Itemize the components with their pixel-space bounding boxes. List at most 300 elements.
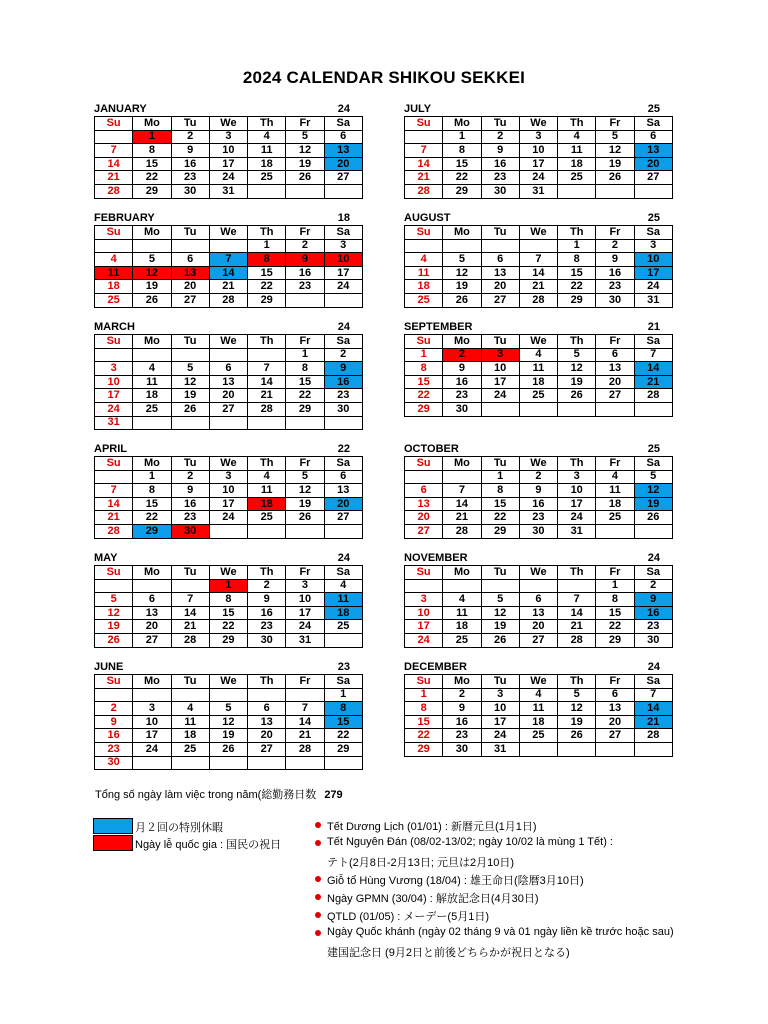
day-cell: 4 (558, 130, 596, 144)
weekday-label: Mo (133, 335, 171, 349)
holiday-note (315, 890, 675, 908)
day-cell: 16 (481, 157, 519, 171)
weekday-label: Mo (443, 226, 481, 240)
day-cell: 17 (481, 715, 519, 729)
day-cell (248, 184, 286, 198)
day-cell: 28 (248, 402, 286, 416)
weekday-label: Th (558, 675, 596, 689)
month-table (94, 456, 363, 539)
special-leave-day-cell: 9 (634, 593, 672, 607)
holiday-note-text: QTLD (01/05) : メーデー(5月1日) (327, 911, 489, 923)
weekday-label: Su (405, 226, 443, 240)
weekday-label: Fr (596, 457, 634, 471)
day-cell: 18 (95, 280, 133, 294)
day-cell: 13 (324, 484, 362, 498)
special-leave-day-cell: 21 (634, 715, 672, 729)
month-february (94, 211, 362, 308)
week-row (95, 579, 363, 593)
weekday-label: Th (558, 566, 596, 580)
weekday-label: Mo (443, 117, 481, 131)
day-cell: 12 (95, 606, 133, 620)
weekday-label: Mo (133, 675, 171, 689)
day-cell: 20 (405, 511, 443, 525)
weekday-label: Fr (286, 335, 324, 349)
week-row (405, 402, 673, 416)
holiday-day-cell: 10 (324, 253, 362, 267)
day-cell: 14 (95, 497, 133, 511)
day-cell: 10 (519, 144, 557, 158)
weekday-label: Su (95, 457, 133, 471)
month-table (404, 674, 673, 757)
month-name: JUNE (94, 661, 124, 673)
weekday-label: Sa (634, 566, 672, 580)
day-cell: 5 (596, 130, 634, 144)
week-row (405, 184, 673, 198)
holiday-note (315, 908, 675, 926)
day-cell: 24 (558, 511, 596, 525)
day-cell (596, 402, 634, 416)
week-row (95, 171, 363, 185)
day-cell (209, 756, 247, 770)
day-cell: 10 (481, 702, 519, 716)
day-cell (133, 579, 171, 593)
day-cell: 2 (324, 348, 362, 362)
weekday-label: We (209, 675, 247, 689)
day-cell: 16 (596, 266, 634, 280)
week-row (405, 280, 673, 294)
week-row (95, 742, 363, 756)
day-cell: 23 (481, 171, 519, 185)
day-cell: 3 (209, 130, 247, 144)
week-row (95, 157, 363, 171)
week-row (405, 633, 673, 647)
day-cell: 29 (443, 184, 481, 198)
day-cell (286, 416, 324, 430)
day-cell: 2 (286, 239, 324, 253)
day-cell (634, 524, 672, 538)
weekday-header-row (405, 335, 673, 349)
day-cell: 3 (634, 239, 672, 253)
weekday-label: Tu (171, 335, 209, 349)
day-cell: 15 (558, 266, 596, 280)
day-cell: 28 (209, 293, 247, 307)
day-cell (248, 756, 286, 770)
weekday-label: Th (558, 335, 596, 349)
day-cell: 23 (596, 280, 634, 294)
weekday-label: We (209, 566, 247, 580)
day-cell (596, 742, 634, 756)
day-cell: 31 (634, 293, 672, 307)
month-name: NOVEMBER (404, 552, 468, 564)
week-row (95, 715, 363, 729)
day-cell: 26 (95, 633, 133, 647)
day-cell: 25 (248, 171, 286, 185)
day-cell: 23 (324, 389, 362, 403)
day-cell: 12 (481, 606, 519, 620)
month-table (404, 116, 673, 199)
weekday-label: Fr (596, 566, 634, 580)
day-cell: 27 (596, 389, 634, 403)
day-cell: 10 (558, 484, 596, 498)
month-name: APRIL (94, 443, 127, 455)
holiday-note (315, 836, 675, 854)
day-cell (634, 742, 672, 756)
week-row (95, 606, 363, 620)
day-cell: 27 (519, 633, 557, 647)
day-cell: 3 (133, 702, 171, 716)
day-cell (558, 184, 596, 198)
day-cell: 24 (481, 389, 519, 403)
weekday-label: Fr (596, 675, 634, 689)
day-cell: 27 (133, 633, 171, 647)
day-cell: 5 (95, 593, 133, 607)
weekday-label: Su (405, 117, 443, 131)
day-cell (248, 524, 286, 538)
day-cell: 10 (209, 484, 247, 498)
month-header (94, 211, 362, 225)
day-cell: 21 (286, 729, 324, 743)
day-cell: 11 (596, 484, 634, 498)
day-cell: 20 (171, 280, 209, 294)
day-cell (286, 688, 324, 702)
day-cell (558, 742, 596, 756)
day-cell (248, 348, 286, 362)
day-cell (171, 579, 209, 593)
weekday-label: Fr (286, 117, 324, 131)
weekday-label: Mo (133, 226, 171, 240)
day-cell: 2 (519, 470, 557, 484)
day-cell: 7 (519, 253, 557, 267)
day-cell: 22 (248, 280, 286, 294)
month-june (94, 660, 362, 770)
day-cell: 2 (95, 702, 133, 716)
day-cell (405, 470, 443, 484)
week-row (95, 389, 363, 403)
day-cell: 22 (133, 511, 171, 525)
day-cell: 3 (558, 470, 596, 484)
day-cell: 25 (519, 729, 557, 743)
day-cell: 13 (248, 715, 286, 729)
weekday-label: We (209, 457, 247, 471)
day-cell: 31 (95, 416, 133, 430)
weekday-label: Fr (596, 335, 634, 349)
day-cell: 13 (209, 375, 247, 389)
day-cell: 17 (558, 497, 596, 511)
day-cell: 10 (95, 375, 133, 389)
day-cell: 1 (324, 688, 362, 702)
holiday-day-cell: 1 (209, 579, 247, 593)
month-table (404, 456, 673, 539)
day-cell: 25 (558, 171, 596, 185)
day-cell: 15 (286, 375, 324, 389)
day-cell: 21 (405, 171, 443, 185)
day-cell: 1 (133, 470, 171, 484)
day-cell (286, 293, 324, 307)
day-cell: 4 (248, 130, 286, 144)
day-cell: 9 (443, 702, 481, 716)
day-cell: 31 (209, 184, 247, 198)
day-cell: 6 (519, 593, 557, 607)
day-cell: 9 (443, 362, 481, 376)
day-cell: 2 (481, 130, 519, 144)
weekday-label: Tu (481, 566, 519, 580)
special-leave-day-cell: 7 (209, 253, 247, 267)
day-cell: 5 (286, 130, 324, 144)
day-cell (209, 416, 247, 430)
day-cell: 30 (443, 742, 481, 756)
weekday-label: Sa (324, 335, 362, 349)
day-cell: 16 (248, 606, 286, 620)
holiday-day-cell: 18 (248, 497, 286, 511)
weekday-label: Fr (596, 226, 634, 240)
holiday-day-cell: 9 (286, 253, 324, 267)
weekday-header-row (95, 457, 363, 471)
day-cell: 22 (209, 620, 247, 634)
month-august (404, 211, 672, 308)
day-cell: 2 (634, 579, 672, 593)
day-cell: 12 (171, 375, 209, 389)
day-cell: 29 (558, 293, 596, 307)
weekday-label: Su (95, 335, 133, 349)
day-cell: 25 (248, 511, 286, 525)
day-cell: 19 (171, 389, 209, 403)
day-cell: 22 (443, 171, 481, 185)
month-workday-count: 22 (337, 443, 350, 455)
weekday-label: We (519, 117, 557, 131)
weekday-label: Su (405, 457, 443, 471)
day-cell (209, 348, 247, 362)
day-cell: 29 (248, 293, 286, 307)
day-cell: 13 (481, 266, 519, 280)
day-cell: 10 (286, 593, 324, 607)
special-leave-day-cell: 21 (634, 375, 672, 389)
weekday-label: Sa (324, 226, 362, 240)
day-cell: 27 (405, 524, 443, 538)
day-cell: 9 (171, 144, 209, 158)
day-cell (596, 184, 634, 198)
weekday-label: Fr (286, 566, 324, 580)
weekday-label: Fr (286, 226, 324, 240)
day-cell: 28 (286, 742, 324, 756)
day-cell: 7 (558, 593, 596, 607)
holiday-note (315, 926, 675, 944)
weekday-label: We (519, 457, 557, 471)
special-leave-day-cell: 12 (634, 484, 672, 498)
holiday-note (315, 818, 675, 836)
day-cell: 1 (558, 239, 596, 253)
day-cell: 4 (324, 579, 362, 593)
day-cell: 18 (171, 729, 209, 743)
special-leave-day-cell: 20 (324, 157, 362, 171)
week-row (405, 266, 673, 280)
day-cell: 12 (286, 484, 324, 498)
day-cell: 8 (443, 144, 481, 158)
holiday-day-cell: 11 (95, 266, 133, 280)
month-name: MAY (94, 552, 118, 564)
day-cell: 7 (248, 362, 286, 376)
day-cell: 25 (519, 389, 557, 403)
day-cell (481, 239, 519, 253)
day-cell: 26 (558, 389, 596, 403)
week-row (405, 688, 673, 702)
week-row (95, 348, 363, 362)
day-cell (133, 688, 171, 702)
month-header (404, 660, 672, 674)
day-cell: 29 (405, 402, 443, 416)
day-cell: 21 (443, 511, 481, 525)
day-cell: 14 (519, 266, 557, 280)
day-cell: 19 (286, 157, 324, 171)
bullet-icon (315, 822, 321, 828)
day-cell (95, 130, 133, 144)
weekday-header-row (405, 226, 673, 240)
month-name: SEPTEMBER (404, 321, 473, 333)
day-cell: 30 (481, 184, 519, 198)
day-cell: 3 (324, 239, 362, 253)
day-cell: 28 (95, 184, 133, 198)
weekday-label: Su (405, 566, 443, 580)
day-cell: 30 (324, 402, 362, 416)
day-cell (286, 184, 324, 198)
weekday-label: Mo (133, 566, 171, 580)
day-cell: 22 (286, 389, 324, 403)
week-row (95, 524, 363, 538)
special-leave-day-cell: 8 (324, 702, 362, 716)
day-cell: 26 (171, 402, 209, 416)
day-cell: 20 (596, 715, 634, 729)
special-leave-day-cell: 29 (133, 524, 171, 538)
day-cell: 4 (171, 702, 209, 716)
day-cell (133, 756, 171, 770)
day-cell: 26 (209, 742, 247, 756)
day-cell: 5 (133, 253, 171, 267)
week-row (405, 239, 673, 253)
special-leave-day-cell: 14 (634, 362, 672, 376)
day-cell: 19 (443, 280, 481, 294)
month-workday-count: 25 (647, 443, 660, 455)
day-cell: 14 (558, 606, 596, 620)
weekday-label: We (519, 675, 557, 689)
day-cell: 18 (443, 620, 481, 634)
day-cell: 24 (324, 280, 362, 294)
weekday-label: Sa (324, 117, 362, 131)
day-cell (443, 579, 481, 593)
day-cell: 25 (324, 620, 362, 634)
weekday-header-row (95, 226, 363, 240)
weekday-label: Sa (634, 117, 672, 131)
day-cell: 1 (481, 470, 519, 484)
day-cell: 8 (596, 593, 634, 607)
special-leave-day-cell: 11 (324, 593, 362, 607)
day-cell: 19 (286, 497, 324, 511)
holiday-note-text: テト(2月8日-2月13日; 元旦は2月10日) (327, 857, 515, 869)
day-cell: 9 (95, 715, 133, 729)
day-cell: 3 (95, 362, 133, 376)
weekday-label: Su (405, 675, 443, 689)
special-leave-day-cell: 19 (634, 497, 672, 511)
week-row (405, 470, 673, 484)
weekday-label: Su (95, 566, 133, 580)
day-cell: 12 (443, 266, 481, 280)
bullet-icon (315, 912, 321, 918)
day-cell: 28 (443, 524, 481, 538)
day-cell: 11 (171, 715, 209, 729)
day-cell: 9 (248, 593, 286, 607)
day-cell: 7 (95, 484, 133, 498)
day-cell: 26 (596, 171, 634, 185)
total-workdays (95, 786, 343, 802)
weekday-header-row (405, 566, 673, 580)
holiday-note-text: 建国記念日 (9月2日と前後どちらかが祝日となる) (327, 947, 570, 959)
day-cell: 6 (324, 470, 362, 484)
week-row (95, 293, 363, 307)
total-workdays-value: 279 (324, 789, 343, 801)
day-cell: 5 (209, 702, 247, 716)
weekday-label: Mo (443, 566, 481, 580)
week-row (405, 729, 673, 743)
day-cell: 8 (133, 144, 171, 158)
day-cell: 26 (286, 171, 324, 185)
week-row (95, 729, 363, 743)
day-cell: 20 (209, 389, 247, 403)
month-header (404, 102, 672, 116)
day-cell: 1 (405, 348, 443, 362)
day-cell (286, 756, 324, 770)
day-cell: 3 (519, 130, 557, 144)
day-cell: 28 (634, 389, 672, 403)
holiday-note-text: Tết Dương Lịch (01/01) : 新暦元旦(1月1日) (327, 821, 537, 833)
bullet-icon (315, 840, 321, 846)
day-cell: 28 (634, 729, 672, 743)
day-cell: 2 (171, 130, 209, 144)
day-cell: 15 (133, 497, 171, 511)
day-cell: 10 (209, 144, 247, 158)
day-cell: 27 (481, 293, 519, 307)
day-cell: 21 (248, 389, 286, 403)
day-cell: 19 (558, 375, 596, 389)
day-cell: 15 (209, 606, 247, 620)
day-cell: 1 (596, 579, 634, 593)
day-cell: 15 (405, 715, 443, 729)
day-cell: 25 (405, 293, 443, 307)
day-cell: 14 (286, 715, 324, 729)
special-leave-day-cell: 18 (324, 606, 362, 620)
bullet-icon (315, 894, 321, 900)
day-cell: 8 (286, 362, 324, 376)
week-row (405, 593, 673, 607)
day-cell: 31 (558, 524, 596, 538)
day-cell: 25 (95, 293, 133, 307)
day-cell: 24 (519, 171, 557, 185)
day-cell: 29 (405, 742, 443, 756)
day-cell: 29 (286, 402, 324, 416)
month-table (404, 334, 673, 417)
day-cell: 16 (95, 729, 133, 743)
weekday-label: Th (248, 226, 286, 240)
day-cell (634, 402, 672, 416)
month-header (404, 320, 672, 334)
day-cell: 2 (171, 470, 209, 484)
day-cell (324, 524, 362, 538)
weekday-label: Sa (324, 675, 362, 689)
day-cell: 2 (596, 239, 634, 253)
week-row (405, 484, 673, 498)
day-cell: 17 (209, 157, 247, 171)
day-cell: 17 (324, 266, 362, 280)
day-cell: 17 (286, 606, 324, 620)
day-cell: 13 (519, 606, 557, 620)
day-cell: 27 (324, 171, 362, 185)
